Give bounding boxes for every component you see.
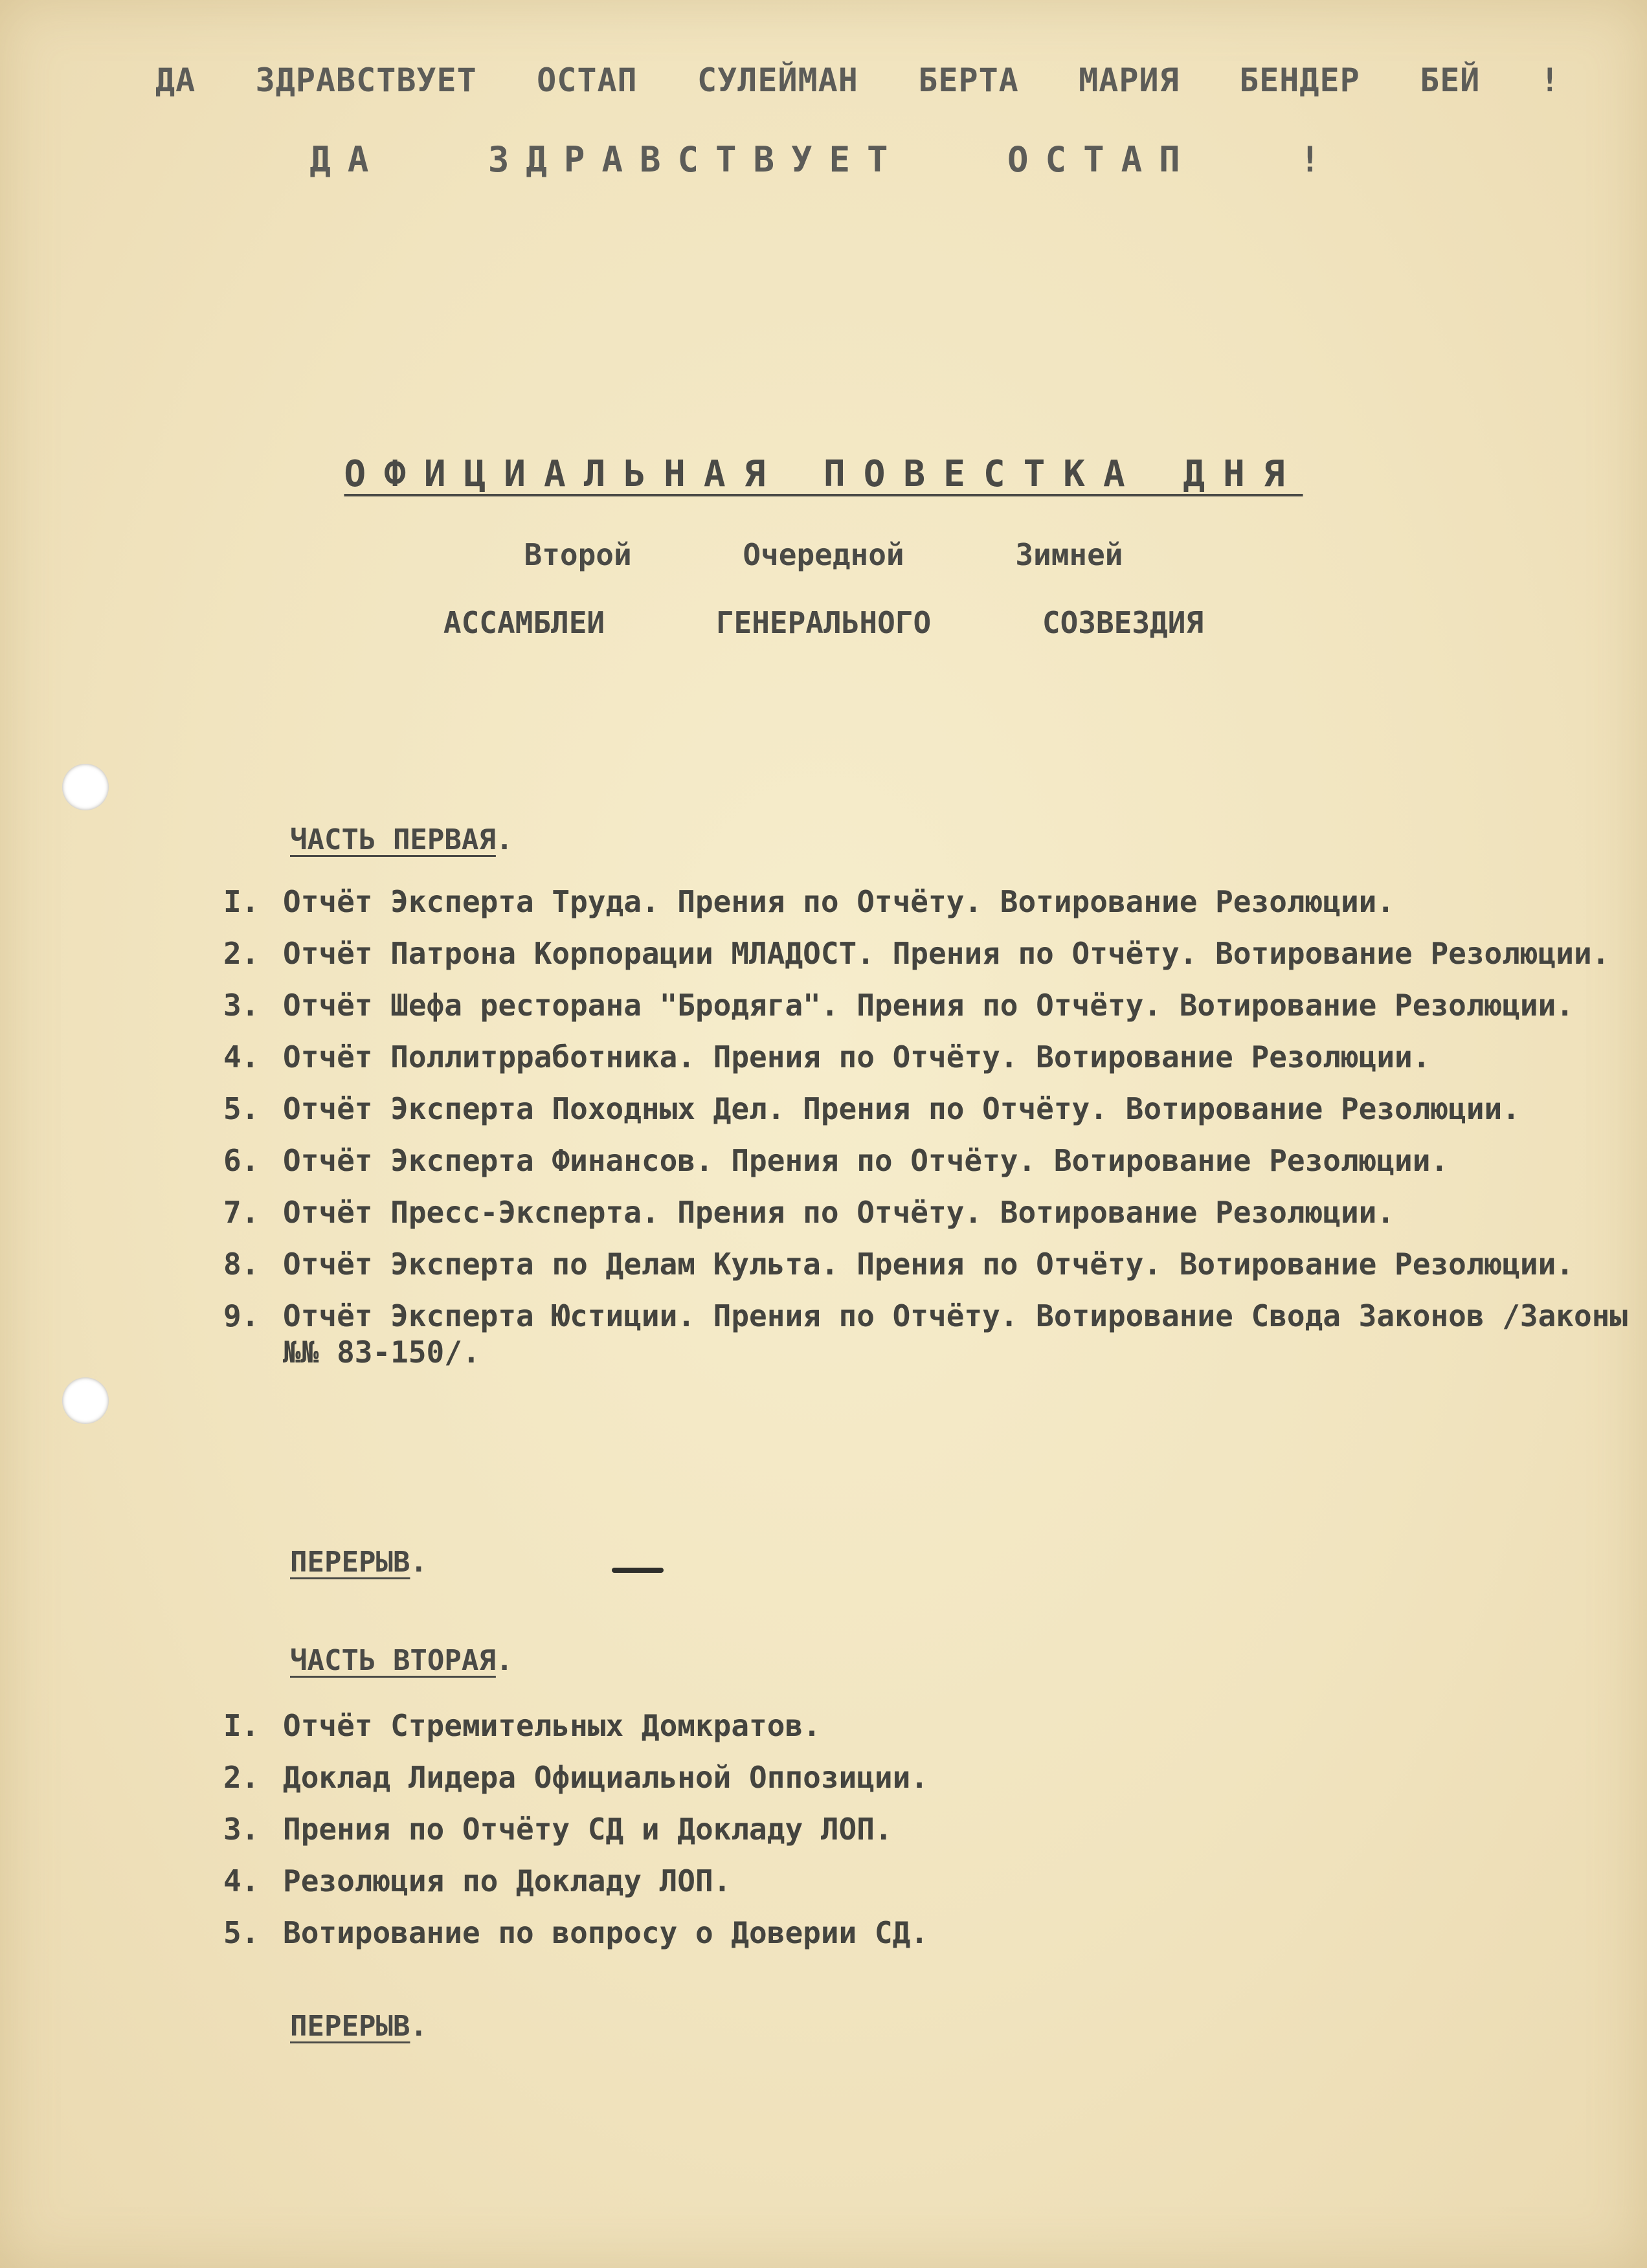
item-number: 9. <box>223 1298 260 1333</box>
break-two-text: ПЕРЕРЫВ <box>290 2010 410 2043</box>
banner-word: ОСТАП <box>537 61 638 99</box>
item-text: Доклад Лидера Официальной Оппозиции. <box>283 1760 928 1795</box>
item-number: 3. <box>223 988 260 1023</box>
item-text: Отчёт Поллитрработника. Прения по Отчёту. Вотирование Резолюции. <box>283 1040 1431 1074</box>
agenda-item <box>223 1915 1628 1951</box>
item-number: 5. <box>223 1091 260 1126</box>
agenda-item <box>223 1298 1628 1370</box>
item-number: I. <box>223 884 260 919</box>
banner-line-1 <box>155 61 1560 99</box>
banner-word: ОСТАП <box>1007 139 1197 180</box>
break-two-heading: ПЕРЕРЫВ. <box>290 2010 427 2043</box>
banner-word: ДА <box>155 61 196 99</box>
part-one-agenda <box>223 884 1628 1386</box>
item-number: 5. <box>223 1915 260 1950</box>
banner-line-2 <box>0 139 1647 180</box>
banner-word: ! <box>1299 139 1338 180</box>
item-text: Вотирование по вопросу о Доверии СД. <box>283 1915 928 1950</box>
agenda-item <box>223 1811 1628 1847</box>
punch-hole-bottom <box>62 1377 109 1424</box>
banner-word: БЕРТА <box>918 61 1019 99</box>
item-text: Отчёт Эксперта Юстиции. Прения по Отчёту. Вотирование Свода Законов /Законы №№ 83-150/. <box>283 1298 1628 1370</box>
subtitle-line-2 <box>0 605 1647 640</box>
document-title-text: ОФИЦИАЛЬНАЯ ПОВЕСТКА ДНЯ <box>344 453 1303 495</box>
part-two-heading: ЧАСТЬ ВТОРАЯ. <box>290 1644 513 1677</box>
item-number: I. <box>223 1708 260 1743</box>
agenda-item <box>223 987 1628 1023</box>
document-title <box>0 453 1647 495</box>
item-text: Отчёт Стремительных Домкратов. <box>283 1708 821 1743</box>
item-text: Отчёт Эксперта по Делам Культа. Прения по Отчёту. Вотирование Резолюции. <box>283 1247 1574 1282</box>
subtitle-line-1 <box>0 537 1647 572</box>
banner-word: БЕНДЕР <box>1239 61 1360 99</box>
item-number: 8. <box>223 1247 260 1282</box>
item-text: Отчёт Эксперта Труда. Прения по Отчёту. Вотирование Резолюции. <box>283 884 1395 919</box>
agenda-item <box>223 1142 1628 1179</box>
banner-word: ! <box>1540 61 1560 99</box>
banner-word: МАРИЯ <box>1079 61 1180 99</box>
item-number: 3. <box>223 1812 260 1847</box>
part-two-agenda <box>223 1707 1628 1966</box>
item-text: Отчёт Пресс-Эксперта. Прения по Отчёту. Вотирование Резолюции. <box>283 1195 1395 1230</box>
agenda-item <box>223 884 1628 920</box>
agenda-item <box>223 1863 1628 1899</box>
agenda-item <box>223 1246 1628 1282</box>
subtitle-word: СОЗВЕЗДИЯ <box>1042 605 1204 640</box>
item-text: Отчёт Эксперта Финансов. Прения по Отчёту. Вотирование Резолюции. <box>283 1143 1449 1178</box>
subtitle-word: ГЕНЕРАЛЬНОГО <box>715 605 932 640</box>
item-number: 4. <box>223 1040 260 1074</box>
banner-word: СУЛЕЙМАН <box>697 61 858 99</box>
punch-hole-top <box>62 764 109 810</box>
subtitle-word: АССАМБЛЕИ <box>443 605 605 640</box>
item-text: Отчёт Патрона Корпорации МЛАДОСТ. Прения по Отчёту. Вотирование Резолюции. <box>283 936 1610 971</box>
item-text: Отчёт Шефа ресторана "Бродяга". Прения по Отчёту. Вотирование Резолюции. <box>283 988 1574 1023</box>
part-one-heading: ЧАСТЬ ПЕРВАЯ. <box>290 823 513 856</box>
agenda-item <box>223 1091 1628 1127</box>
subtitle-word: Второй <box>524 537 632 572</box>
item-number: 2. <box>223 936 260 971</box>
subtitle-word: Очередной <box>743 537 904 572</box>
banner-word: ЗДРАВСТВУЕТ <box>255 61 477 99</box>
part-two-heading-text: ЧАСТЬ ВТОРАЯ <box>290 1644 496 1677</box>
item-number: 4. <box>223 1863 260 1898</box>
item-text: Прения по Отчёту СД и Докладу ЛОП. <box>283 1812 893 1847</box>
banner-word: БЕЙ <box>1420 61 1481 99</box>
item-number: 2. <box>223 1760 260 1795</box>
agenda-item <box>223 1759 1628 1796</box>
item-number: 7. <box>223 1195 260 1230</box>
item-number: 6. <box>223 1143 260 1178</box>
break-one-text: ПЕРЕРЫВ <box>290 1546 410 1579</box>
banner-word: ДА <box>309 139 386 180</box>
item-text: Отчёт Эксперта Походных Дел. Прения по Отчёту. Вотирование Резолюции. <box>283 1091 1520 1126</box>
subtitle-word: Зимней <box>1015 537 1123 572</box>
agenda-item <box>223 935 1628 972</box>
item-text: Резолюция по Докладу ЛОП. <box>283 1863 732 1898</box>
agenda-item <box>223 1707 1628 1744</box>
ink-smudge <box>612 1568 664 1573</box>
agenda-item <box>223 1039 1628 1075</box>
break-one-heading: ПЕРЕРЫВ. <box>290 1546 427 1579</box>
agenda-item <box>223 1194 1628 1230</box>
banner-word: ЗДРАВСТВУЕТ <box>487 139 905 180</box>
part-one-heading-text: ЧАСТЬ ПЕРВАЯ <box>290 823 496 856</box>
